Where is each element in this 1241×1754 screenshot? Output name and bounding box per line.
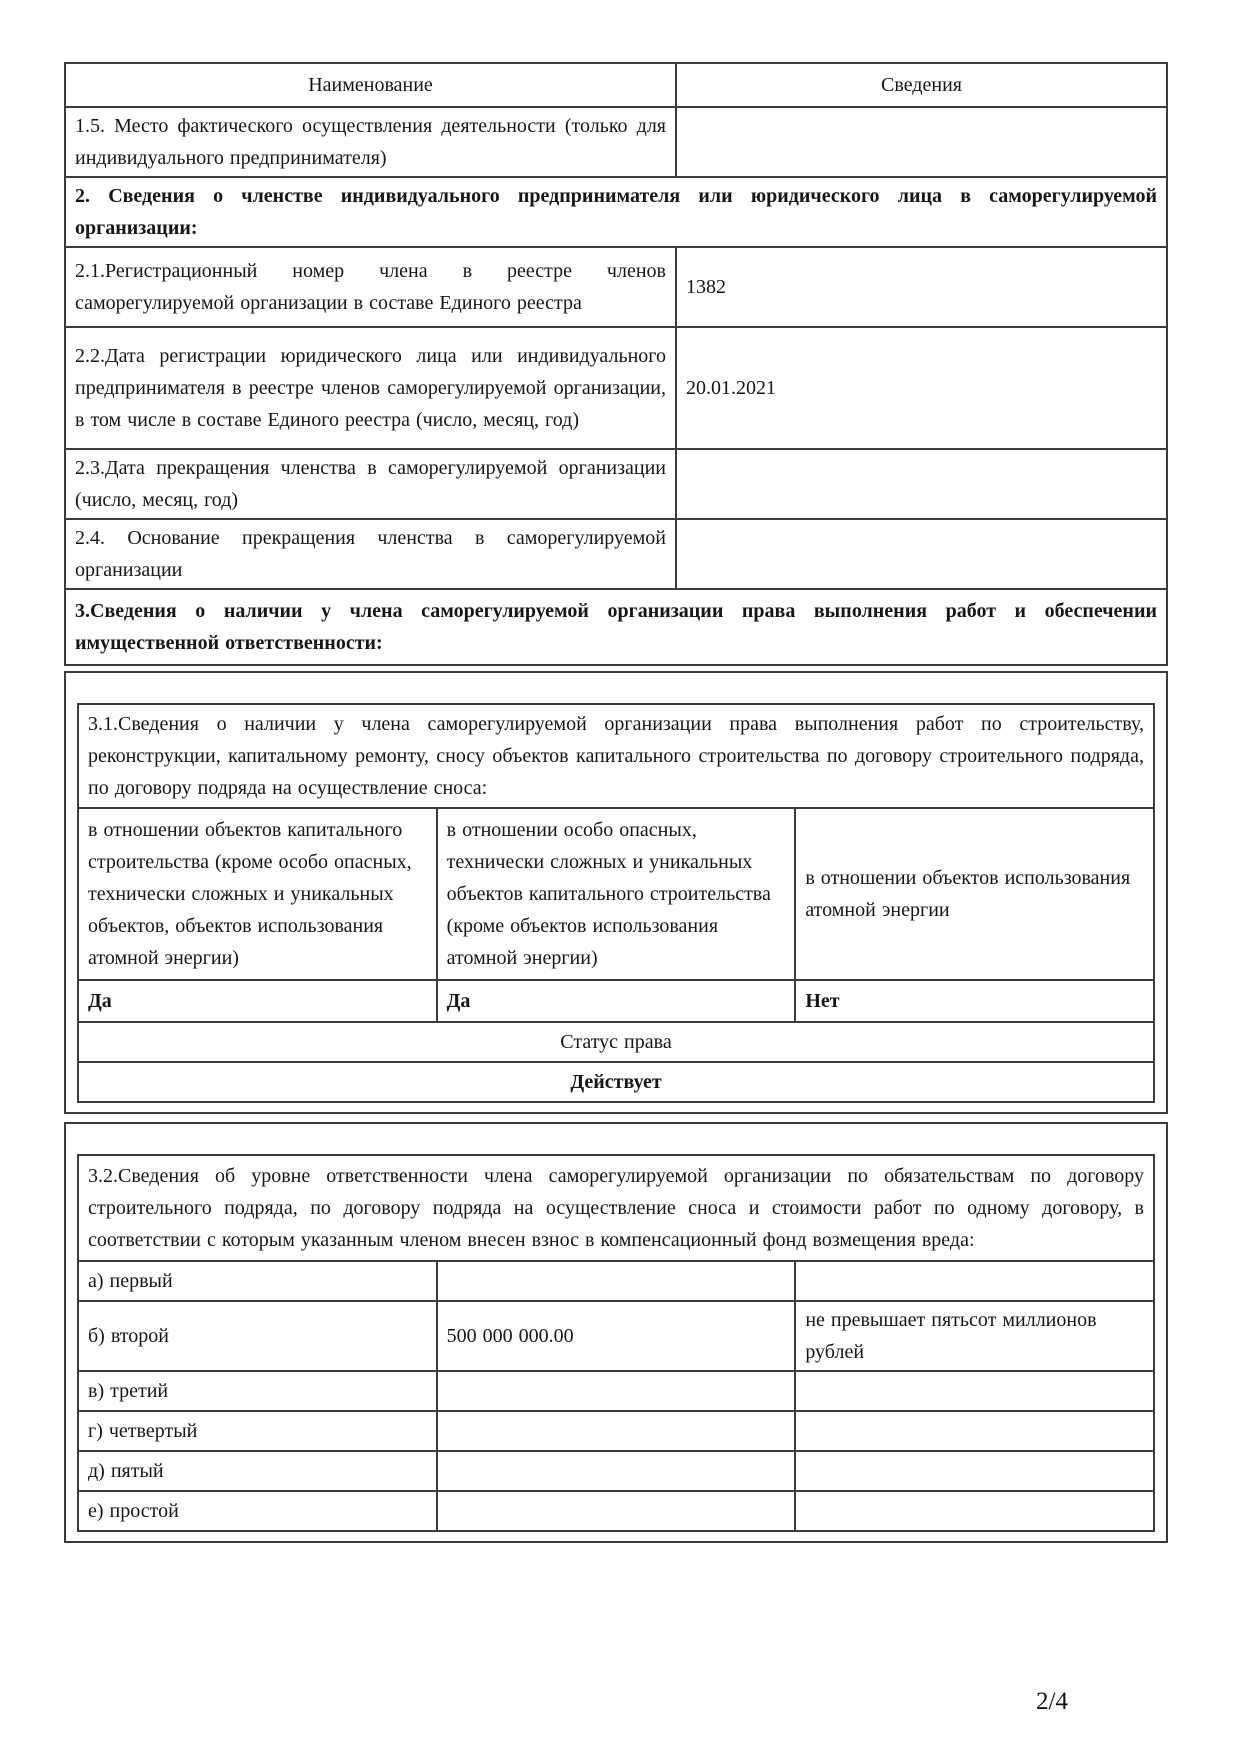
level-simple-amount: [437, 1491, 796, 1531]
column-header-name: Наименование: [65, 63, 676, 107]
scope-nuclear-objects-header: в отношении объектов использования атомной энергии: [795, 808, 1154, 980]
rights-scope-value-row: [78, 980, 1154, 1022]
table-row: [65, 449, 1167, 519]
section-3-1-intro-row: [78, 704, 1154, 808]
level-fifth-description: [795, 1451, 1154, 1491]
level-second-description: не превышает пятьсот миллионов рублей: [795, 1301, 1154, 1371]
table-row: [65, 107, 1167, 177]
scope-hazardous-objects-value: Да: [437, 980, 796, 1022]
row-2-1-label: 2.1.Регистрационный номер члена в реестре членов саморегулируемой организации в составе Единого реестра: [65, 247, 676, 327]
level-second-amount: 500 000 000.00: [437, 1301, 796, 1371]
table-row: [65, 327, 1167, 449]
section-3-2-table: [77, 1154, 1155, 1532]
level-first-amount: [437, 1261, 796, 1301]
scope-capital-construction-header: в отношении объектов капитального строительства (кроме особо опасных, технически сложных и уникальных объектов, объектов использования атомной энергии): [78, 808, 437, 980]
section-3-1-intro: 3.1.Сведения о наличии у члена саморегулируемой организации права выполнения работ по строительству, реконструкции, капитальному ремонту, сносу объектов капитального строительства по договору строительного подряда, по договору подряда на осуществление сноса:: [78, 704, 1154, 808]
row-2-2-value: 20.01.2021: [676, 327, 1167, 449]
section-3-2-intro: 3.2.Сведения об уровне ответственности члена саморегулируемой организации по обязательствам по договору строительного подряда, по договору подряда на осуществление сноса и стоимости работ по одному договору, в соответствии с которым указанным членом внесен взнос в компенсационный фонд возмещения вреда:: [78, 1155, 1154, 1261]
section-2-title: 2. Сведения о членстве индивидуального предпринимателя или юридического лица в саморегулируемой организации:: [65, 177, 1167, 247]
right-status-label-row: [78, 1022, 1154, 1062]
row-2-3-label: 2.3.Дата прекращения членства в саморегулируемой организации (число, месяц, год): [65, 449, 676, 519]
row-2-1-value: 1382: [676, 247, 1167, 327]
scope-hazardous-objects-header: в отношении особо опасных, технически сложных и уникальных объектов капитального строительства (кроме объектов использования атомной энергии): [437, 808, 796, 980]
level-fourth-amount: [437, 1411, 796, 1451]
responsibility-level-row: [78, 1261, 1154, 1301]
level-fifth-amount: [437, 1451, 796, 1491]
level-second-label: б) второй: [78, 1301, 437, 1371]
responsibility-level-row: [78, 1371, 1154, 1411]
level-fourth-label: г) четвертый: [78, 1411, 437, 1451]
right-status-value: Действует: [78, 1062, 1154, 1102]
level-third-amount: [437, 1371, 796, 1411]
section-3-2-intro-row: [78, 1155, 1154, 1261]
level-first-description: [795, 1261, 1154, 1301]
column-header-info: Сведения: [676, 63, 1167, 107]
scope-nuclear-objects-value: Нет: [795, 980, 1154, 1022]
level-simple-description: [795, 1491, 1154, 1531]
right-status-label: Статус права: [78, 1022, 1154, 1062]
level-simple-label: е) простой: [78, 1491, 437, 1531]
right-status-value-row: [78, 1062, 1154, 1102]
level-fourth-description: [795, 1411, 1154, 1451]
row-2-3-value: [676, 449, 1167, 519]
responsibility-level-row: [78, 1411, 1154, 1451]
section-2-header-row: [65, 177, 1167, 247]
section-3-1-table: [77, 703, 1155, 1103]
responsibility-level-row: [78, 1451, 1154, 1491]
section-3-header-row: [65, 589, 1167, 665]
section-3-1-box: [64, 671, 1168, 1114]
table-row: [65, 519, 1167, 589]
rights-scope-header-row: [78, 808, 1154, 980]
row-1-5-label: 1.5. Место фактического осуществления деятельности (только для индивидуального предпринимателя): [65, 107, 676, 177]
table-row: [65, 247, 1167, 327]
section-3-2-box: [64, 1122, 1168, 1543]
document-table: [64, 62, 1168, 666]
level-first-label: а) первый: [78, 1261, 437, 1301]
level-third-description: [795, 1371, 1154, 1411]
responsibility-level-row: [78, 1301, 1154, 1371]
section-3-title: 3.Сведения о наличии у члена саморегулируемой организации права выполнения работ и обеспечении имущественной ответственности:: [65, 589, 1167, 665]
responsibility-level-row: [78, 1491, 1154, 1531]
row-2-2-label: 2.2.Дата регистрации юридического лица или индивидуального предпринимателя в реестре членов саморегулируемой организации, в том числе в составе Единого реестра (число, месяц, год): [65, 327, 676, 449]
row-1-5-value: [676, 107, 1167, 177]
registry-document: [64, 62, 1168, 1543]
page-number: 2/4: [1036, 1688, 1068, 1715]
table-header-row: [65, 63, 1167, 107]
scope-capital-construction-value: Да: [78, 980, 437, 1022]
level-fifth-label: д) пятый: [78, 1451, 437, 1491]
row-2-4-value: [676, 519, 1167, 589]
row-2-4-label: 2.4. Основание прекращения членства в саморегулируемой организации: [65, 519, 676, 589]
level-third-label: в) третий: [78, 1371, 437, 1411]
